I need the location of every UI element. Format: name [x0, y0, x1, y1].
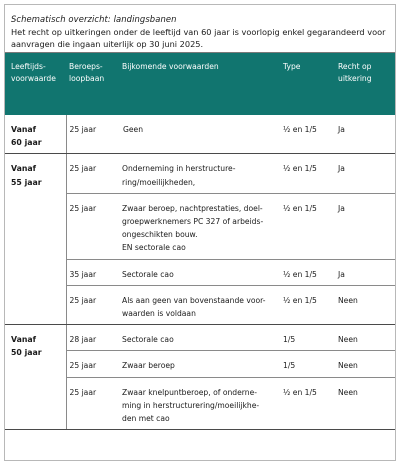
header-type: Type [280, 53, 335, 115]
caption-text: Het recht op uitkeringen onder de leeftijd van 60 jaar is voorlopig enkel gegarandeerd voor aanvragen die ingaan uiterlijk op 30 juni 2025. [11, 27, 386, 49]
type-cell: ½ en 1/5 [280, 193, 335, 259]
landingsbanen-table [5, 53, 396, 430]
table-body [5, 115, 396, 430]
age-condition-cell: Vanaf 50 jaar [5, 325, 66, 430]
right-cell: Ja [335, 259, 396, 285]
extra-conditions-cell: Zwaar knelpuntberoep, of onderne- ming in herstructurering/moeilijkhe- den met cao [119, 377, 280, 430]
career-cell: 25 jaar [66, 351, 119, 377]
header-row [5, 53, 396, 115]
career-cell: 25 jaar [66, 154, 119, 193]
career-cell: 28 jaar [66, 325, 119, 351]
header-career: Beroeps- loopbaan [66, 53, 119, 115]
type-cell: ½ en 1/5 [280, 154, 335, 193]
type-cell: ½ en 1/5 [280, 259, 335, 285]
table-frame [4, 4, 396, 461]
table-row [5, 325, 396, 351]
career-cell: 35 jaar [66, 259, 119, 285]
table-row [5, 154, 396, 193]
type-cell: ½ en 1/5 [280, 377, 335, 430]
extra-conditions-cell: Geen [119, 115, 280, 154]
type-cell: ½ en 1/5 [280, 285, 335, 324]
right-cell: Neen [335, 325, 396, 351]
extra-conditions-cell: Sectorale cao [119, 325, 280, 351]
table-row [5, 115, 396, 154]
extra-conditions-cell: Zwaar beroep, nachtprestaties, doel- groepwerknemers PC 327 of arbeids- ongeschikten bouw. EN sectorale cao [119, 193, 280, 259]
age-condition-cell: Vanaf 60 jaar [5, 115, 66, 154]
extra-conditions-cell: Onderneming in herstructure- ring/moeilijkheden, [119, 154, 280, 193]
career-cell: 25 jaar [66, 377, 119, 430]
type-cell: ½ en 1/5 [280, 115, 335, 154]
right-cell: Ja [335, 154, 396, 193]
extra-conditions-cell: Als aan geen van bovenstaande voor- waarden is voldaan [119, 285, 280, 324]
table-caption [5, 5, 395, 53]
right-cell: Ja [335, 193, 396, 259]
header-extra: Bijkomende voorwaarden [119, 53, 280, 115]
header-right: Recht op uitkering [335, 53, 396, 115]
caption-title: Schematisch overzicht: landingsbanen [11, 14, 177, 24]
right-cell: Ja [335, 115, 396, 154]
age-condition-cell: Vanaf 55 jaar [5, 154, 66, 325]
type-cell: 1/5 [280, 325, 335, 351]
type-cell: 1/5 [280, 351, 335, 377]
header-cond: Leeftijds- voorwaarde [5, 53, 66, 115]
career-cell: 25 jaar [66, 285, 119, 324]
career-cell: 25 jaar [66, 193, 119, 259]
right-cell: Neen [335, 351, 396, 377]
career-cell: 25 jaar [66, 115, 119, 154]
right-cell: Neen [335, 377, 396, 430]
extra-conditions-cell: Sectorale cao [119, 259, 280, 285]
extra-conditions-cell: Zwaar beroep [119, 351, 280, 377]
right-cell: Neen [335, 285, 396, 324]
